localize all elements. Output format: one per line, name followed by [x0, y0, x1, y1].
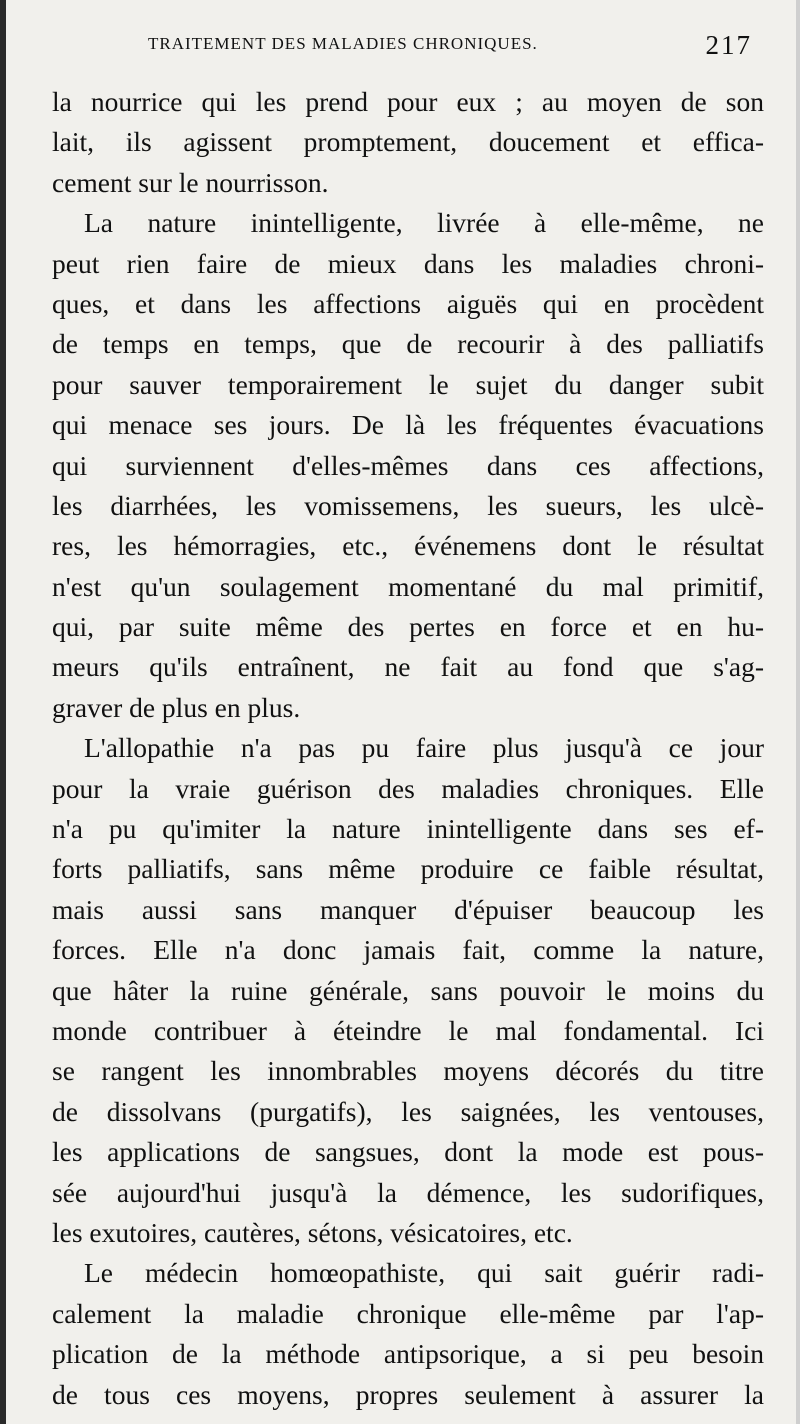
text-line: les exutoires, cautères, sétons, vésicatoires, etc.: [52, 1216, 573, 1248]
running-head: TRAITEMENT DES MALADIES CHRONIQUES.: [148, 34, 538, 53]
text-line: de dissolvans (purgatifs), les saignées, les ventouses,: [52, 1095, 764, 1127]
text-line: n'est qu'un soulagement momentané du mal primitif,: [52, 570, 764, 602]
text-line: forts palliatifs, sans même produire ce faible résultat,: [52, 853, 764, 885]
text-line: L'allopathie n'a pas pu faire plus jusqu'à ce jour: [84, 732, 764, 764]
text-line: qui surviennent d'elles-mêmes dans ces affections,: [52, 449, 764, 481]
text-line: ques, et dans les affections aiguës qui en procèdent: [52, 287, 764, 319]
text-line: calement la maladie chronique elle-même par l'ap-: [52, 1297, 764, 1329]
body-text: [52, 82, 764, 1415]
page-number: 217: [705, 30, 752, 60]
text-line: forces. Elle n'a donc jamais fait, comme la nature,: [52, 934, 764, 966]
text-line: Le médecin homœopathiste, qui sait guérir radi-: [84, 1257, 764, 1289]
text-line: peut rien faire de mieux dans les maladies chroni-: [52, 247, 764, 279]
text-line: de temps en temps, que de recourir à des palliatifs: [52, 328, 764, 360]
text-line: graver de plus en plus.: [52, 691, 301, 723]
text-line: que hâter la ruine générale, sans pouvoir le moins du: [52, 974, 764, 1006]
text-line: pour la vraie guérison des maladies chroniques. Elle: [52, 772, 764, 804]
text-line: meurs qu'ils entraînent, ne fait au fond que s'ag-: [52, 651, 764, 683]
text-line: se rangent les innombrables moyens décorés du titre: [52, 1055, 764, 1087]
text-line: plication de la méthode antipsorique, a si peu besoin: [52, 1338, 764, 1370]
text-line: pour sauver temporairement le sujet du danger subit: [52, 368, 764, 400]
text-line: res, les hémorragies, etc., événemens dont le résultat: [52, 530, 764, 562]
text-line: les diarrhées, les vomissemens, les sueurs, les ulcè-: [52, 489, 764, 521]
text-line: qui, par suite même des pertes en force et en hu-: [52, 611, 764, 643]
text-line: les applications de sangsues, dont la mode est pous-: [52, 1136, 764, 1168]
text-line: lait, ils agissent promptement, doucement et effica-: [52, 126, 764, 158]
text-line: la nourrice qui les prend pour eux ; au moyen de son: [52, 86, 764, 117]
text-line: cement sur le nourrisson.: [52, 166, 329, 198]
text-line: qui menace ses jours. De là les fréquentes évacuations: [52, 409, 764, 441]
text-line: mais aussi sans manquer d'épuiser beaucoup les: [52, 893, 764, 925]
text-line: n'a pu qu'imiter la nature inintelligente dans ses ef-: [52, 813, 764, 845]
text-line: sée aujourd'hui jusqu'à la démence, les sudorifiques,: [52, 1176, 764, 1208]
text-line: de tous ces moyens, propres seulement à assurer la: [52, 1378, 764, 1410]
text-line: La nature inintelligente, livrée à elle-même, ne: [84, 207, 764, 239]
text-line: monde contribuer à éteindre le mal fondamental. Ici: [52, 1014, 764, 1046]
